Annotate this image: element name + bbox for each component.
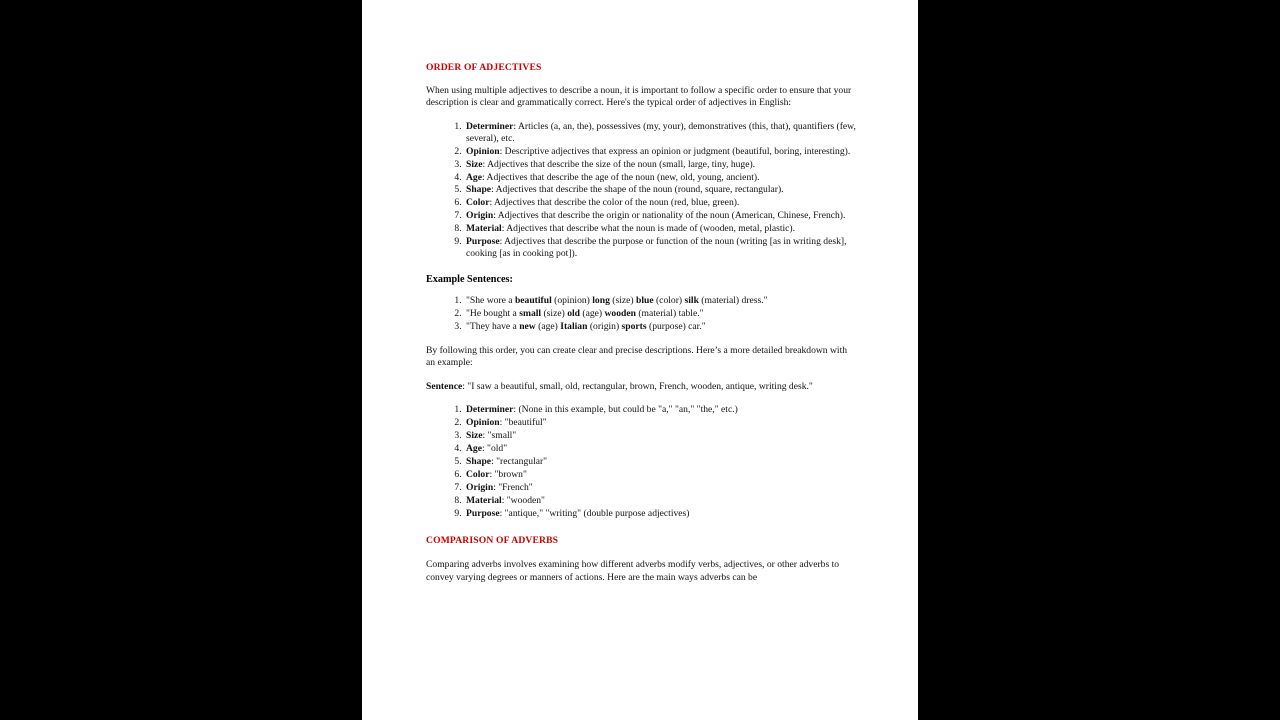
list-item-description: : Descriptive adjectives that express an opinion or judgment (beautiful, boring, interesting). bbox=[499, 146, 851, 158]
list-item bbox=[464, 417, 856, 429]
example-text: (purpose) car." bbox=[646, 321, 706, 333]
list-item bbox=[464, 172, 856, 184]
list-item bbox=[464, 308, 856, 320]
list-item-description: : "French" bbox=[493, 482, 533, 494]
example-text: (age) bbox=[535, 321, 561, 333]
list-item-description: : "antique," "writing" (double purpose adjectives) bbox=[499, 508, 690, 520]
list-item-term: Determiner bbox=[466, 404, 514, 416]
example-text: "They have a bbox=[466, 321, 520, 333]
list-item-description: : "beautiful" bbox=[499, 417, 547, 429]
sentence-example-paragraph bbox=[426, 381, 856, 393]
list-item-term: Shape bbox=[466, 456, 492, 468]
list-item-term: Size bbox=[466, 430, 483, 442]
list-item bbox=[464, 508, 856, 520]
list-item bbox=[464, 121, 856, 146]
list-item bbox=[464, 295, 856, 307]
list-item-description: : "wooden" bbox=[501, 495, 545, 507]
example-text: (size) bbox=[541, 308, 568, 320]
list-item-description: : Articles (a, an, the), possessives (my, your), demonstratives (this, that), quantifiers (few, several), etc. bbox=[466, 120, 856, 145]
sentence-label: Sentence bbox=[426, 380, 463, 392]
section-heading-comparison-of-adverbs: COMPARISON OF ADVERBS bbox=[426, 535, 559, 547]
document-content bbox=[426, 62, 856, 595]
list-item-description: : Adjectives that describe the age of the noun (new, old, young, ancient). bbox=[481, 171, 760, 183]
list-item-description: : Adjectives that describe the color of the noun (red, blue, green). bbox=[489, 197, 740, 209]
example-adjective: new bbox=[519, 321, 536, 333]
list-item-description: : Adjectives that describe the shape of the noun (round, square, rectangular). bbox=[491, 184, 784, 196]
list-item bbox=[464, 184, 856, 196]
example-text: "He bought a bbox=[466, 308, 520, 320]
adjective-breakdown-list bbox=[426, 404, 856, 520]
example-text: (origin) bbox=[587, 321, 622, 333]
list-item-description: : "old" bbox=[481, 443, 508, 455]
list-item-description: : Adjectives that describe the origin or nationality of the noun (American, Chinese, French). bbox=[493, 210, 846, 221]
list-item-term: Color bbox=[466, 469, 490, 481]
list-item-term: Age bbox=[466, 171, 482, 183]
list-item-description: : "small" bbox=[482, 430, 517, 442]
example-text: (size) bbox=[609, 295, 636, 307]
example-adjective: long bbox=[592, 295, 610, 307]
example-text: (material) table." bbox=[635, 308, 704, 320]
sentence-text: : "I saw a beautiful, small, old, rectangular, brown, French, wooden, antique, writing desk." bbox=[462, 380, 813, 392]
list-item bbox=[464, 197, 856, 209]
list-item-term: Opinion bbox=[466, 146, 500, 158]
transition-paragraph: By following this order, you can create clear and precise descriptions. Here’s a more detailed breakdown with an example: bbox=[426, 344, 848, 369]
example-text: (material) dress." bbox=[698, 295, 768, 307]
example-adjective: wooden bbox=[604, 308, 636, 320]
example-adjective: silk bbox=[684, 295, 699, 307]
list-item bbox=[464, 430, 856, 442]
list-item-term: Purpose bbox=[466, 235, 500, 247]
example-adjective: blue bbox=[635, 295, 654, 307]
example-text: (opinion) bbox=[551, 295, 593, 307]
list-item-term: Material bbox=[466, 495, 502, 507]
document-page bbox=[362, 0, 918, 720]
list-item-description: : Adjectives that describe the size of the noun (small, large, tiny, huge). bbox=[482, 158, 756, 170]
example-adjective: sports bbox=[621, 321, 647, 333]
list-item bbox=[464, 236, 856, 261]
example-text: "She wore a bbox=[466, 295, 515, 307]
list-item bbox=[464, 321, 856, 333]
example-sentences-list bbox=[426, 295, 856, 333]
list-item bbox=[464, 443, 856, 455]
list-item-term: Opinion bbox=[466, 417, 500, 429]
example-adjective: Italian bbox=[560, 321, 588, 333]
example-adjective: old bbox=[567, 308, 580, 320]
list-item-term: Size bbox=[466, 158, 483, 170]
list-item-term: Material bbox=[466, 222, 502, 234]
list-item-term: Shape bbox=[466, 184, 492, 196]
list-item-term: Determiner bbox=[466, 120, 514, 132]
list-item bbox=[464, 210, 856, 222]
list-item-term: Color bbox=[466, 197, 490, 209]
list-item-description: : (None in this example, but could be "a," "an," "the," etc.) bbox=[513, 404, 738, 416]
list-item bbox=[464, 146, 856, 158]
list-item-term: Purpose bbox=[466, 508, 500, 520]
list-item-term: Age bbox=[466, 443, 482, 455]
section-heading-order-of-adjectives: ORDER OF ADJECTIVES bbox=[426, 62, 542, 73]
list-item bbox=[464, 495, 856, 507]
list-item bbox=[464, 223, 856, 235]
list-item bbox=[464, 482, 856, 494]
example-adjective: small bbox=[519, 308, 542, 320]
list-item-term: Origin bbox=[466, 210, 494, 221]
adjective-order-list bbox=[426, 121, 856, 261]
intro-paragraph-order-of-adjectives: When using multiple adjectives to describe a noun, it is important to follow a specific order to ensure that your description is clear and grammatically correct. Here's the typical order of adjectives in English: bbox=[426, 85, 852, 109]
list-item-description: : "rectangular" bbox=[491, 456, 548, 468]
list-item bbox=[464, 456, 856, 468]
list-item bbox=[464, 404, 856, 416]
list-item-description: : Adjectives that describe what the noun is made of (wooden, metal, plastic). bbox=[501, 222, 796, 234]
list-item-description: : Adjectives that describe the purpose or function of the noun (writing [as in writing desk], cooking [as in cooking pot]). bbox=[466, 235, 847, 259]
example-text: (age) bbox=[580, 308, 605, 320]
intro-paragraph-comparison-of-adverbs: Comparing adverbs involves examining how different adverbs modify verbs, adjectives, or other adverbs to convey varying degrees or manners of actions. Here are the main ways adverbs can be bbox=[426, 559, 840, 583]
list-item bbox=[464, 159, 856, 171]
example-sentences-heading: Example Sentences: bbox=[426, 274, 513, 286]
list-item-term: Origin bbox=[466, 482, 494, 494]
list-item-description: : "brown" bbox=[489, 469, 527, 481]
example-text: (color) bbox=[653, 295, 685, 307]
example-adjective: beautiful bbox=[514, 295, 552, 307]
list-item bbox=[464, 469, 856, 481]
